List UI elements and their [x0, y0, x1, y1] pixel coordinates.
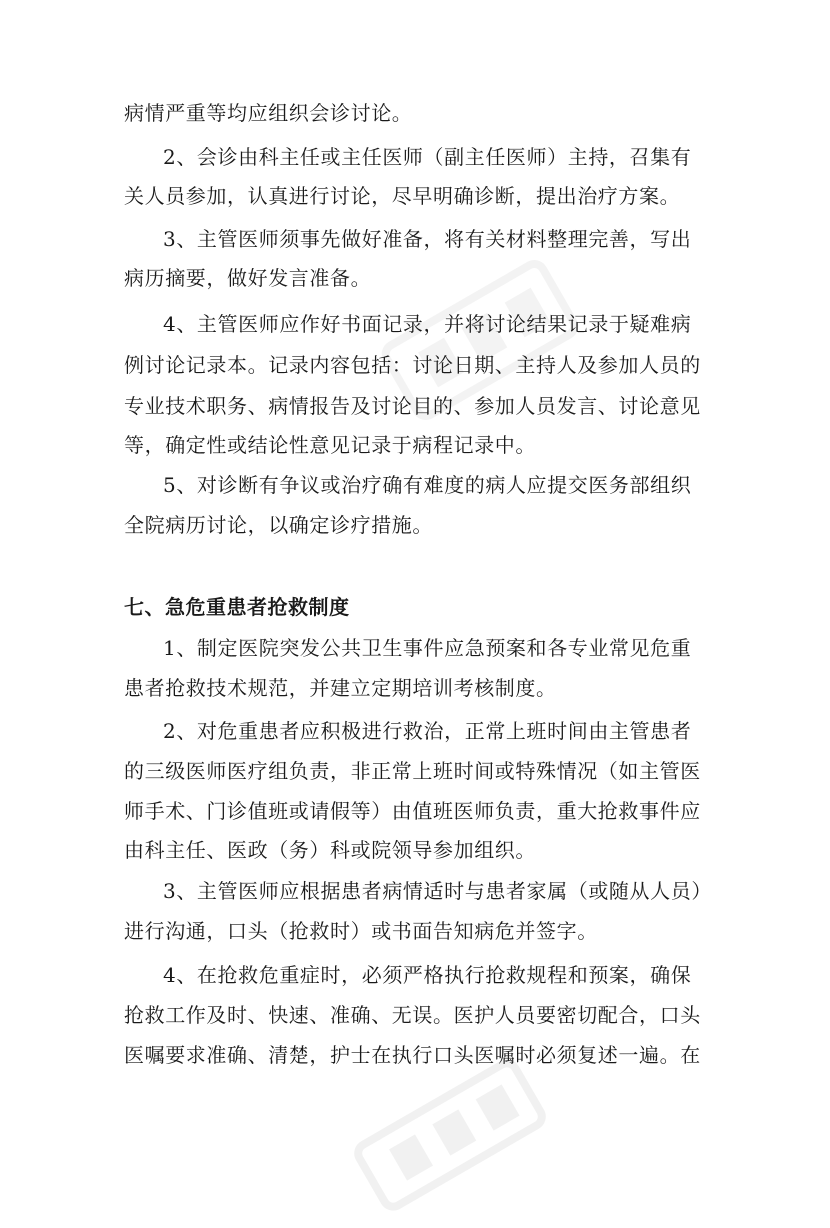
paragraph-line: 3、主管医师须事先做好准备，将有关材料整理完善，写出: [163, 227, 692, 251]
paragraph-line: 的三级医师医疗组负责，非正常上班时间或特殊情况（如主管医: [124, 759, 701, 783]
paragraph-line: 医嘱要求准确、清楚，护士在执行口头医嘱时必须复述一遍。在: [124, 1043, 701, 1067]
paragraph-line: 关人员参加，认真进行讨论，尽早明确诊断，提出治疗方案。: [124, 184, 681, 208]
section-heading: 七、急危重患者抢救制度: [124, 595, 350, 619]
paragraph-line: 由科主任、医政（务）科或院领导参加组织。: [124, 838, 536, 862]
paragraph-line: 师手术、门诊值班或请假等）由值班医师负责，重大抢救事件应: [124, 799, 701, 823]
paragraph-line: 专业技术职务、病情报告及讨论目的、参加人员发言、讨论意见: [124, 394, 701, 418]
paragraph-line: 2、会诊由科主任或主任医师（副主任医师）主持，召集有: [163, 145, 692, 169]
paragraph-line: 1、制定医院突发公共卫生事件应急预案和各专业常见危重: [163, 636, 692, 660]
paragraph-line: 患者抢救技术规范，并建立定期培训考核制度。: [124, 676, 557, 700]
paragraph-line: 5、对诊断有争议或治疗确有难度的病人应提交医务部组织: [163, 473, 692, 497]
paragraph-line: 4、在抢救危重症时，必须严格执行抢救规程和预案，确保: [163, 963, 692, 987]
watermark-bottom-icon: [338, 1042, 561, 1228]
paragraph-line: 病情严重等均应组织会诊讨论。: [124, 101, 413, 125]
paragraph-line: 抢救工作及时、快速、准确、无误。医护人员要密切配合，口头: [124, 1003, 701, 1027]
paragraph-line: 3、主管医师应根据患者病情适时与患者家属（或随从人员）: [163, 879, 712, 903]
paragraph-line: 2、对危重患者应积极进行救治，正常上班时间由主管患者: [163, 719, 692, 743]
paragraph-line: 等，确定性或结论性意见记录于病程记录中。: [124, 433, 536, 457]
paragraph-line: 全院病历讨论，以确定诊疗措施。: [124, 513, 433, 537]
paragraph-line: 例讨论记录本。记录内容包括：讨论日期、主持人及参加人员的: [124, 353, 701, 377]
paragraph-line: 4、主管医师应作好书面记录，并将讨论结果记录于疑难病: [163, 312, 692, 336]
paragraph-line: 病历摘要，做好发言准备。: [124, 266, 372, 290]
paragraph-line: 进行沟通，口头（抢救时）或书面告知病危并签字。: [124, 919, 598, 943]
